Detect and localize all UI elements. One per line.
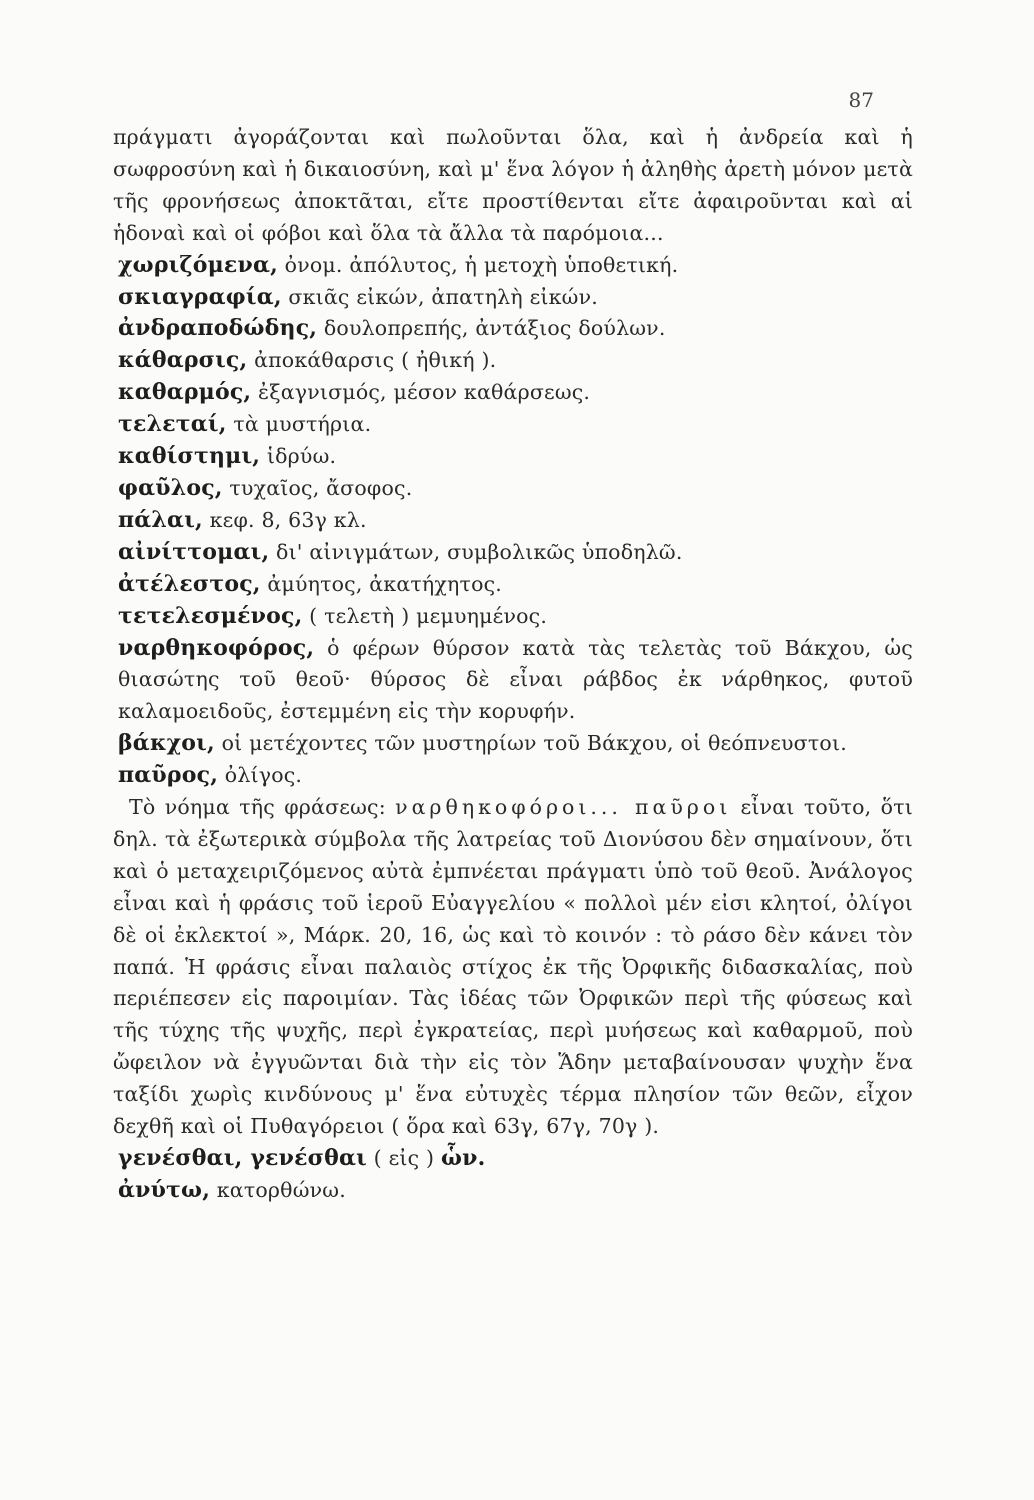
glossary-term: καθίστημι,: [118, 443, 261, 470]
glossary-definition: ἀποκάθαρσις ( ἠθική ).: [247, 348, 497, 373]
glossary-definition: κεφ. 8, 63γ κλ.: [202, 507, 367, 532]
glossary-entry: [113, 601, 913, 633]
glossary-definition: ἀμύητος, ἀκατήχητος.: [260, 571, 503, 596]
glossary-definition: τὰ μυστήρια.: [226, 412, 372, 437]
glossary-entry: [113, 473, 913, 505]
glossary-term: βάκχοι,: [118, 730, 215, 757]
glossary-term: πάλαι,: [118, 506, 203, 533]
glossary-definition: ἱδρύω.: [260, 444, 337, 469]
glossary-entry: [113, 1175, 913, 1207]
glossary-term: παῦρος,: [118, 762, 219, 789]
glossary-definition: οἱ μετέχοντες τῶν μυστηρίων τοῦ Βάκχου, οἱ θεόπνευστοι.: [214, 731, 847, 756]
glossary-definition: κατορθώνω.: [210, 1177, 346, 1202]
glossary-term: ἀτέλεστος,: [118, 570, 261, 597]
glossary-term: ναρθηκοφόρος,: [118, 634, 315, 661]
glossary-entry: [113, 441, 913, 473]
glossary-definition: ὁ φέρων θύρσον κατὰ τὰς τελετὰς τοῦ Βάκχου, ὡς θιασώτης τοῦ θεοῦ· θύρσος δὲ εἶναι ράβδος ἐκ νάρθηκος, φυτοῦ καλαμοειδοῦς, ἐστεμμένη εἰς τὴν κορυφήν.: [118, 635, 913, 724]
glossary-list: [113, 250, 913, 792]
glossary-term: ἀνδραποδώδης,: [118, 315, 318, 342]
glossary-entry: [113, 760, 913, 792]
glossary-entry: [113, 537, 913, 569]
closing-glossary-list: [113, 1143, 913, 1207]
glossary-definition: ( τελετὴ ) μεμυημένος.: [302, 603, 548, 628]
glossary-term: τελεταί,: [118, 411, 227, 438]
glossary-term: κάθαρσις,: [118, 347, 248, 374]
glossary-definition: ἐξαγνισμός, μέσον καθάρσεως.: [251, 380, 591, 405]
intro-paragraph: πράγματι ἀγοράζονται καὶ πωλοῦνται ὅλα, καὶ ἡ ἀνδρεία καὶ ἡ σωφροσύνη καὶ ἡ δικαιοσύνη, καὶ μ' ἕνα λόγον ἡ ἀληθὴς ἀρετὴ μόνον μετὰ τῆς φρονήσεως ἀποκτᾶται, εἴτε προστίθενται εἴτε ἀφαιροῦνται καὶ αἱ ἡδοναὶ καὶ οἱ φόβοι καὶ ὅλα τὰ ἄλλα τὰ παρόμοια...: [113, 125, 913, 245]
glossary-definition: δι' αἰνιγμάτων, συμβολικῶς ὑποδηλῶ.: [269, 539, 683, 564]
glossary-entry: [113, 1143, 913, 1175]
glossary-entry: [113, 728, 913, 760]
page-body: [113, 122, 913, 1207]
glossary-term: χωριζόμενα,: [118, 251, 278, 278]
glossary-term: αἰνίττομαι,: [118, 538, 270, 565]
glossary-definition: ὀλίγος.: [218, 763, 303, 788]
commentary-paragraph: [113, 792, 913, 1143]
glossary-term: καθαρμός,: [118, 379, 252, 406]
glossary-definition: ὀνομ. ἀπόλυτος, ἡ μετοχὴ ὑποθετική.: [277, 252, 679, 277]
glossary-definition: ( εἰς ): [366, 1146, 441, 1170]
glossary-term: τετελεσμένος,: [118, 602, 303, 629]
glossary-definition: τυχαῖος, ἄσοφος.: [222, 475, 413, 500]
commentary-lead: Τὸ νόημα τῆς φράσεως:: [129, 795, 396, 820]
glossary-entry: [113, 409, 913, 441]
glossary-term: ἀνύτω,: [118, 1176, 211, 1203]
glossary-entry: [113, 250, 913, 282]
glossary-entry: [113, 633, 913, 729]
page-number: 87: [848, 88, 874, 112]
glossary-entry: [113, 313, 913, 345]
glossary-entry: [113, 377, 913, 409]
glossary-entry: [113, 282, 913, 314]
glossary-term: φαῦλος,: [118, 474, 223, 501]
glossary-entry: [113, 569, 913, 601]
commentary-quote: ναρθηκοφόροι... παῦροι: [395, 795, 732, 820]
glossary-term: σκιαγραφία,: [118, 283, 282, 310]
glossary-definition: δουλοπρεπής, ἀντάξιος δούλων.: [317, 316, 666, 341]
glossary-term-suffix: ὧν.: [440, 1145, 486, 1171]
glossary-entry: [113, 505, 913, 537]
glossary-term: γενέσθαι, γενέσθαι: [118, 1145, 367, 1171]
glossary-entry: [113, 345, 913, 377]
commentary-text: εἶναι τοῦτο, ὅτι δηλ. τὰ ἐξωτερικὰ σύμβολα τῆς λατρείας τοῦ Διονύσου δὲν σημαίνουν, ὅτι καὶ ὁ μεταχειριζόμενος αὐτὰ ἐμπνέεται πράγματι ὑπὸ τοῦ θεοῦ. Ἀνάλογος εἶναι καὶ ἡ φράσις τοῦ ἱεροῦ Εὐαγγελίου « πολλοὶ μέν εἰσι κλητοί, ὀλίγοι δὲ οἱ ἐκλεκτοί », Μάρκ. 20, 16, ὡς καὶ τὸ κοινόν : τὸ ράσο δὲν κάνει τὸν παπά. Ἡ φράσις εἶναι παλαιὸς στίχος ἐκ τῆς Ὀρφικῆς διδασκαλίας, ποὺ περιέπεσεν εἰς παροιμίαν. Τὰς ἰδέας τῶν Ὀρφικῶν περὶ τῆς φύσεως καὶ τῆς τύχης τῆς ψυχῆς, περὶ ἐγκρατείας, περὶ μυήσεως καὶ καθαρμοῦ, ποὺ ὤφειλον νὰ ἐγγυῶνται διὰ τὴν εἰς τὸν Ἅδην μεταβαίνουσαν ψυχὴν ἕνα ταξίδι χωρὶς κινδύνους μ' ἕνα εὐτυχὲς τέρμα πλησίον τῶν θεῶν, εἶχον δεχθῆ καὶ οἱ Πυθαγόρειοι ( ὅρα καὶ 63γ, 67γ, 70γ ).: [113, 795, 913, 1139]
glossary-definition: σκιᾶς εἰκών, ἀπατηλὴ εἰκών.: [281, 284, 598, 309]
